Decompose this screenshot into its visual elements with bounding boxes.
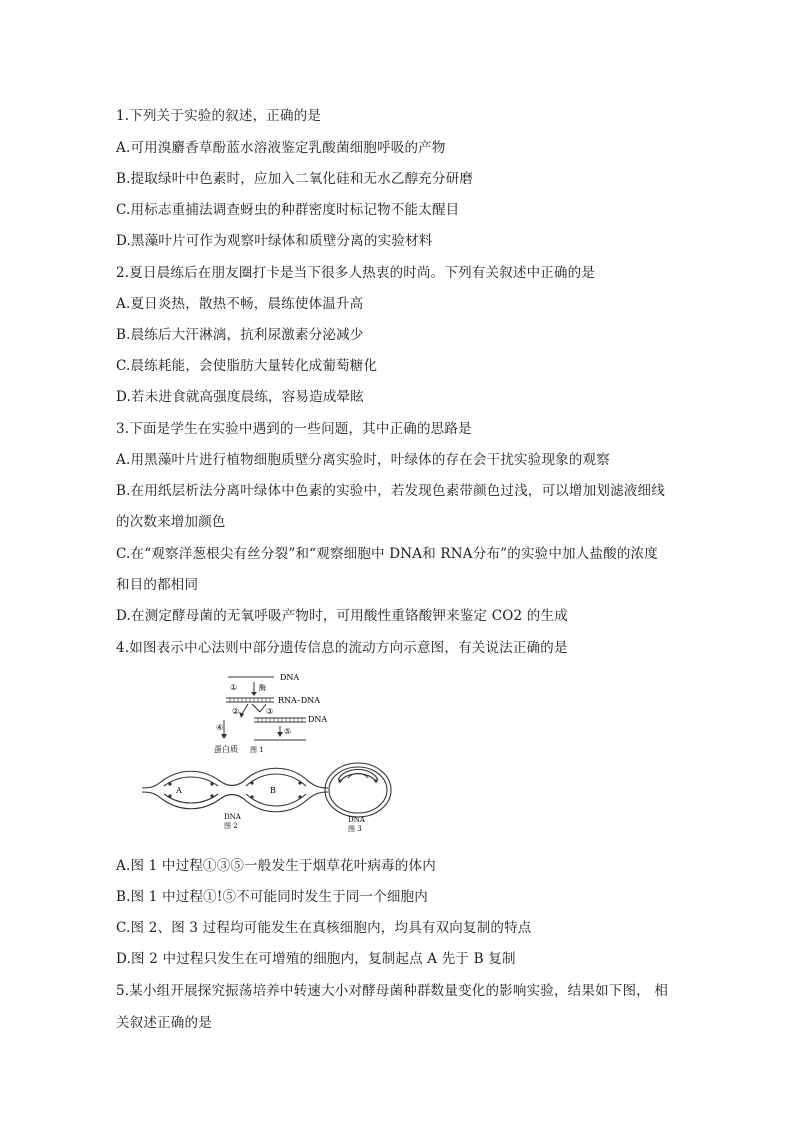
fig2-origin-b: B bbox=[270, 786, 276, 795]
q1-option-d: D.黑藻叶片可作为观察叶绿体和质壁分离的实验材料 bbox=[116, 233, 433, 249]
fig2-origin-a: A bbox=[176, 786, 182, 795]
fig1-step-1: ① bbox=[230, 683, 238, 692]
q1-stem: 1.下列关于实验的叙述，正确的是 bbox=[116, 108, 322, 124]
q2-option-d: D.若未进食就高强度晨练，容易造成晕眩 bbox=[116, 389, 364, 405]
fig2-caption: 图 2 bbox=[224, 822, 238, 830]
q2-option-a: A.夏日炎热，散热不畅，晨练使体温升高 bbox=[116, 296, 364, 312]
q4-option-c: C.图 2、图 3 过程均可能发生在真核细胞内，均具有双向复制的特点 bbox=[116, 920, 532, 936]
q5-stem-line2: 关叙述正确的是 bbox=[116, 1015, 212, 1031]
fig2-dna-label: DNA bbox=[224, 813, 241, 821]
q3-option-b-line1: B.在用纸层析法分离叶绿体中色素的实验中，若发现色素带颜色过浅，可以增加划滤液细线 bbox=[116, 483, 665, 499]
fig1-protein-label: 蛋白质 bbox=[214, 745, 238, 754]
fig1-enzyme-label: 酶 bbox=[259, 684, 266, 692]
q3-option-d: D.在测定酵母菌的无氧呼吸产物时，可用酸性重铬酸钾来鉴定 CO2 的生成 bbox=[116, 608, 568, 624]
fig1-step-3: ③ bbox=[266, 707, 274, 716]
q4-option-a: A.图 1 中过程①③⑤一般发生于烟草花叶病毒的体内 bbox=[116, 858, 436, 874]
q4-stem: 4.如图表示中心法则中部分遗传信息的流动方向示意图，有关说法正确的是 bbox=[116, 640, 568, 656]
q3-option-c-line1: C.在“观察洋葱根尖有丝分裂”和“观察细胞中 DNA和 RNA分布”的实验中加人盐酸的浓度 bbox=[116, 546, 658, 562]
fig1-caption: 图 1 bbox=[250, 746, 264, 754]
q4-option-d: D.图 2 中过程只发生在可增殖的细胞内，复制起点 A 先于 B 复制 bbox=[116, 951, 516, 967]
fig1-dna-top-label: DNA bbox=[280, 673, 300, 682]
q2-option-b: B.晨练后大汗淋漓，抗利尿激素分泌减少 bbox=[116, 327, 364, 343]
q3-stem: 3.下面是学生在实验中遇到的一些问题，其中正确的思路是 bbox=[116, 421, 472, 437]
fig1-dna-right-label: DNA bbox=[308, 715, 328, 724]
q4-option-b: B.图 1 中过程①!⑤不可能同时发生于同一个细胞内 bbox=[116, 889, 429, 905]
q3-option-c-line2: 和目的都相同 bbox=[116, 577, 199, 593]
fig1-step-4: ④ bbox=[216, 723, 224, 732]
q2-stem: 2.夏日晨练后在朋友圈打卡是当下很多人热衷的时尚。下列有关叙述中正确的是 bbox=[116, 265, 596, 281]
central-dogma-figure bbox=[140, 668, 400, 834]
q1-option-c: C.用标志重捕法调查蚜虫的种群密度时标记物不能太醒目 bbox=[116, 202, 460, 218]
q5-stem-line1: 5.某小组开展探究振荡培养中转速大小对酵母菌种群数量变化的影响实验，结果如下图， 相 bbox=[116, 983, 669, 999]
fig1-rna-dna-label: RNA–DNA bbox=[278, 696, 320, 705]
q3-option-b-line2: 的次数来增加颜色 bbox=[116, 514, 226, 530]
fig1-step-2: ② bbox=[232, 707, 240, 716]
fig3-dna-label: DNA bbox=[348, 816, 365, 824]
q2-option-c: C.晨练耗能，会使脂肪大量转化成葡萄糖化 bbox=[116, 358, 378, 374]
q1-option-b: B.提取绿叶中色素时，应加入二氧化硅和无水乙醇充分研磨 bbox=[116, 171, 474, 187]
figure-svg bbox=[140, 668, 400, 834]
fig1-step-5: ⑤ bbox=[284, 727, 292, 736]
q3-option-a: A.用黑藻叶片进行植物细胞质壁分离实验时，叶绿体的存在会干扰实验现象的观察 bbox=[116, 452, 610, 468]
q1-option-a: A.可用溴麝香草酚蓝水溶液鉴定乳酸菌细胞呼吸的产物 bbox=[116, 140, 446, 156]
fig3-caption: 图 3 bbox=[348, 825, 362, 833]
